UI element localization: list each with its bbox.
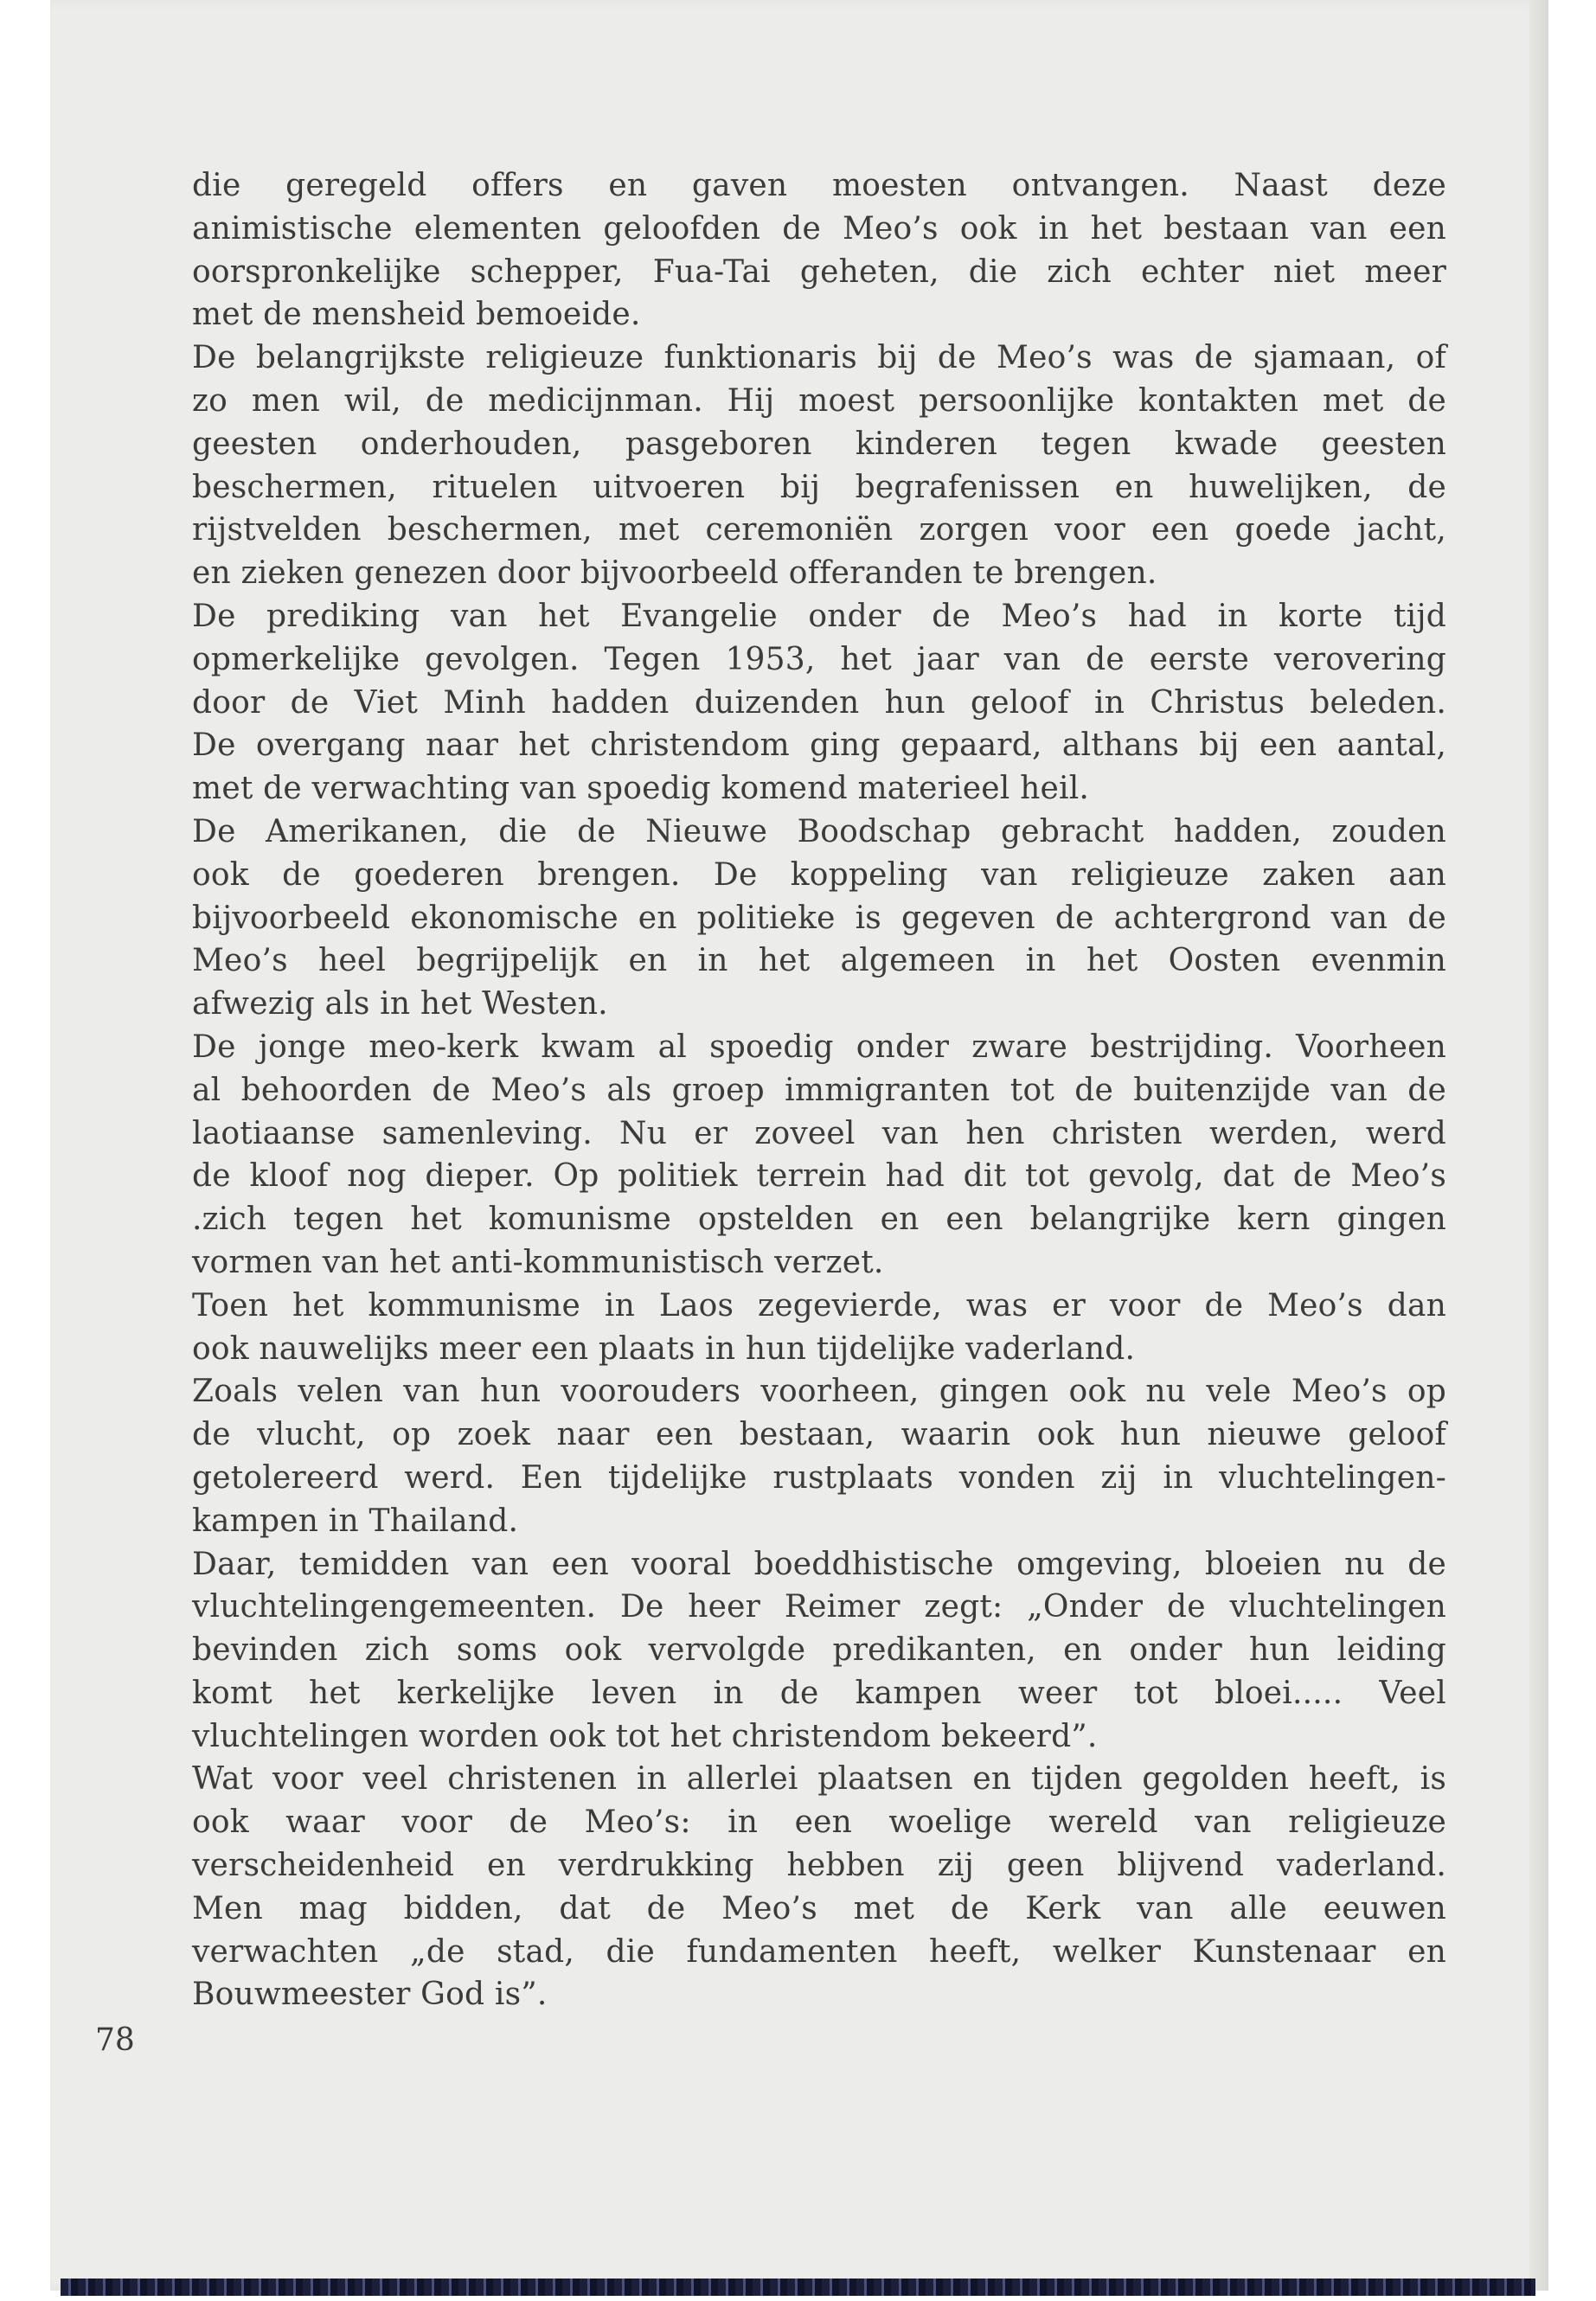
text-line: verscheidenheid en verdrukking hebben zij geen blijvend vaderland. xyxy=(192,1848,1446,1884)
body-text xyxy=(192,164,1446,2016)
text-line: verwachten „de stad, die fundamenten heeft, welker Kunstenaar en xyxy=(192,1933,1446,1970)
page-number: 78 xyxy=(95,2022,135,2058)
text-line: de kloof nog dieper. Op politiek terrein had dit tot gevolg, dat de Meo’s xyxy=(192,1158,1446,1195)
text-line: De belangrijkste religieuze funktionaris bij de Meo’s was de sjamaan, of xyxy=(192,340,1446,376)
text-line: vormen van het anti-kommunistisch verzet. xyxy=(192,1244,884,1280)
text-line: opmerkelijke gevolgen. Tegen 1953, het jaar van de eerste verovering xyxy=(192,641,1446,677)
text-line: De Amerikanen, die de Nieuwe Boodschap gebracht hadden, zouden xyxy=(192,813,1446,849)
text-line: .zich tegen het komunisme opstelden en een belangrijke kern gingen xyxy=(192,1202,1446,1238)
text-line: kampen in Thailand. xyxy=(192,1503,519,1539)
text-line: Men mag bidden, dat de Meo’s met de Kerk van alle eeuwen xyxy=(192,1890,1446,1926)
text-line: geesten onderhouden, pasgeboren kinderen tegen kwade geesten xyxy=(192,426,1446,462)
text-line: De prediking van het Evangelie onder de Meo’s had in korte tijd xyxy=(192,598,1446,634)
text-line: ook waar voor de Meo’s: in een woelige wereld van religieuze xyxy=(192,1804,1446,1841)
text-line: en zieken genezen door bijvoorbeeld offeranden te brengen. xyxy=(192,555,1157,592)
text-line: bevinden zich soms ook vervolgde predikanten, en onder hun leiding xyxy=(192,1632,1446,1669)
text-line: animistische elementen geloofden de Meo’s ook in het bestaan van een xyxy=(192,210,1446,247)
text-line: Bouwmeester God is”. xyxy=(192,1977,548,2013)
text-line: beschermen, rituelen uitvoeren bij begrafenissen en huwelijken, de xyxy=(192,469,1446,505)
text-line: de vlucht, op zoek naar een bestaan, waarin ook hun nieuwe geloof xyxy=(192,1417,1446,1453)
text-line: Wat voor veel christenen in allerlei plaatsen en tijden gegolden heeft, is xyxy=(192,1761,1446,1798)
text-line: rijstvelden beschermen, met ceremoniën zorgen voor een goede jacht, xyxy=(192,512,1446,548)
text-line: met de mensheid bemoeide. xyxy=(192,297,641,333)
text-line: al behoorden de Meo’s als groep immigranten tot de buitenzijde van de xyxy=(192,1072,1446,1108)
text-line: vluchtelingen worden ook tot het christendom bekeerd”. xyxy=(192,1718,1098,1754)
text-line: afwezig als in het Westen. xyxy=(192,986,608,1022)
text-line: De overgang naar het christendom ging gepaard, althans bij een aantal, xyxy=(192,727,1446,764)
text-line: De jonge meo-kerk kwam al spoedig onder zware bestrijding. Voorheen xyxy=(192,1029,1446,1065)
text-line: vluchtelingengemeenten. De heer Reimer zegt: „Onder de vluchtelingen xyxy=(192,1589,1446,1625)
text-line: oorspronkelijke schepper, Fua-Tai geheten, die zich echter niet meer xyxy=(192,253,1446,290)
text-line: door de Viet Minh hadden duizenden hun geloof in Christus beleden. xyxy=(192,684,1446,721)
text-line: Daar, temidden van een vooral boeddhistische omgeving, bloeien nu de xyxy=(192,1546,1446,1582)
text-line: Zoals velen van hun voorouders voorheen, gingen ook nu vele Meo’s op xyxy=(192,1374,1446,1410)
text-line: met de verwachting van spoedig komend materieel heil. xyxy=(192,771,1090,807)
text-line: zo men wil, de medicijnman. Hij moest persoonlijke kontakten met de xyxy=(192,382,1446,419)
text-line: Meo’s heel begrijpelijk en in het algemeen in het Oosten evenmin xyxy=(192,943,1446,979)
text-line: die geregeld offers en gaven moesten ontvangen. Naast deze xyxy=(192,168,1446,203)
text-line: bijvoorbeeld ekonomische en politieke is gegeven de achtergrond van de xyxy=(192,900,1446,936)
text-line: ook nauwelijks meer een plaats in hun tijdelijke vaderland. xyxy=(192,1330,1136,1367)
text-line: Toen het kommunisme in Laos zegevierde, was er voor de Meo’s dan xyxy=(192,1287,1446,1324)
text-line: komt het kerkelijke leven in de kampen weer tot bloei..... Veel xyxy=(192,1675,1446,1711)
text-line: getolereerd werd. Een tijdelijke rustplaats vonden zij in vluchtelingen- xyxy=(192,1459,1446,1496)
text-line: ook de goederen brengen. De koppeling van religieuze zaken aan xyxy=(192,856,1446,893)
text-line: laotiaanse samenleving. Nu er zoveel van hen christen werden, werd xyxy=(192,1115,1446,1151)
page-edge xyxy=(1529,0,1548,2291)
scan-edge-strip xyxy=(61,2279,1535,2296)
